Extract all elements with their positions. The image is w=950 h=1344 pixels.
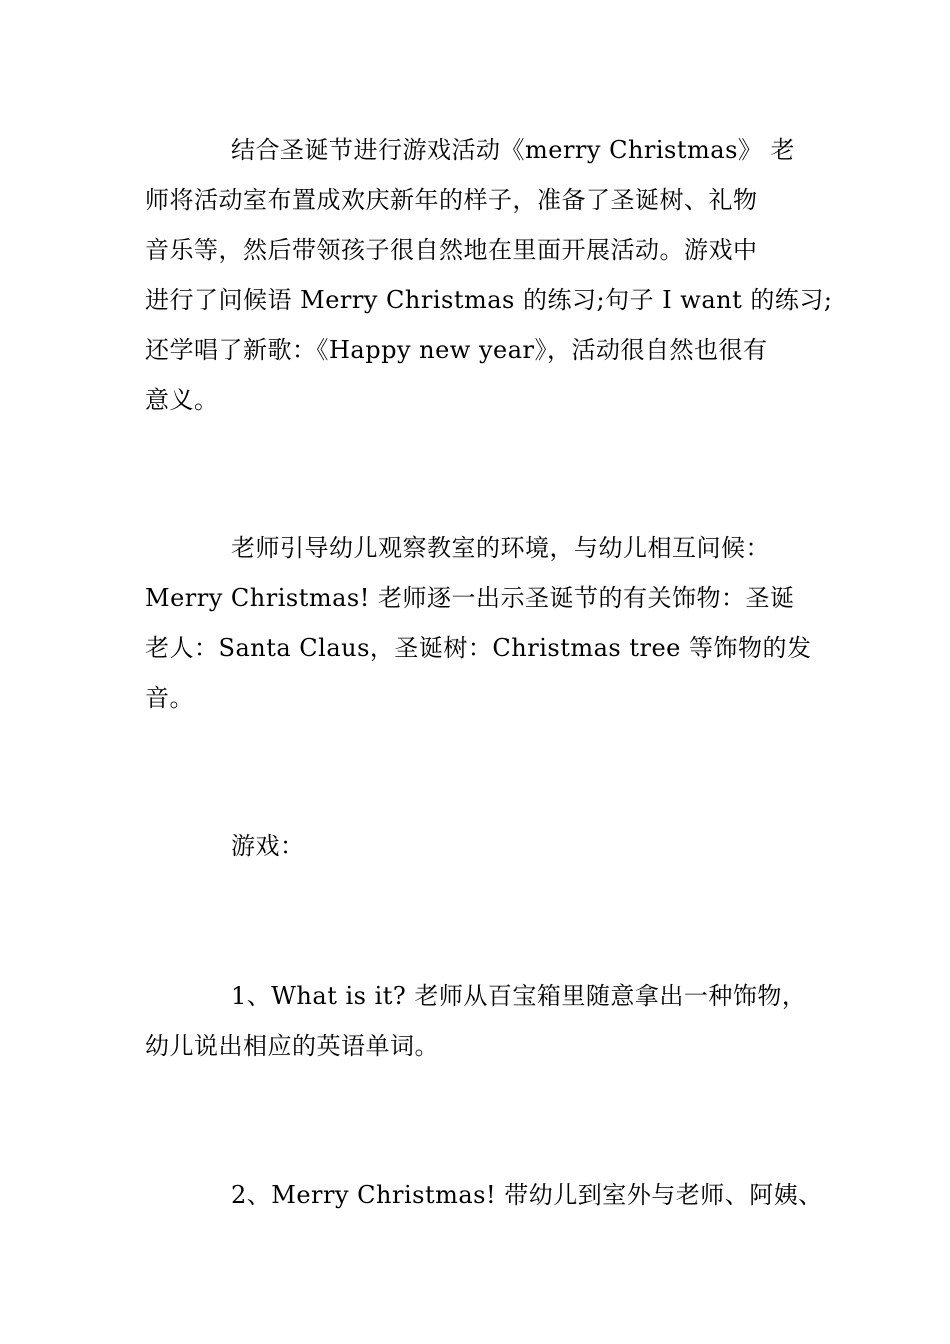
paragraph-game-two	[145, 1170, 825, 1220]
text-line: 老师引导幼儿观察教室的环境，与幼儿相互问候：	[231, 534, 770, 562]
paragraph-observe-classroom	[145, 523, 825, 723]
text-line: Merry Christmas! 老师逐一出示圣诞节的有关饰物：圣诞	[145, 584, 795, 612]
text-line: 1、What is it? 老师从百宝箱里随意拿出一种饰物，	[231, 982, 807, 1010]
text-line: 2、Merry Christmas! 带幼儿到室外与老师、阿姨、	[231, 1181, 823, 1209]
text-line: 幼儿说出相应的英语单词。	[145, 1032, 439, 1060]
text-line: 音。	[145, 684, 194, 712]
text-line: 音乐等，然后带领孩子很自然地在里面开展活动。游戏中	[145, 236, 758, 264]
paragraph-game-one	[145, 971, 825, 1071]
text-line: 结合圣诞节进行游戏活动《merry Christmas》 老	[231, 136, 796, 164]
text-line: 意义。	[145, 386, 219, 414]
text-line: 进行了问候语 Merry Christmas 的练习;句子 I want 的练习;	[145, 286, 833, 314]
text-line: 老人：Santa Claus，圣诞树：Christmas tree 等饰物的发	[145, 634, 812, 662]
text-line: 还学唱了新歌：《Happy new year》，活动很自然也很有	[145, 336, 768, 364]
section-heading: 游戏：	[231, 832, 305, 860]
paragraph-games-heading	[145, 821, 825, 871]
text-line: 师将活动室布置成欢庆新年的样子，准备了圣诞树、礼物	[145, 186, 758, 214]
paragraph-christmas-activity	[145, 125, 833, 425]
